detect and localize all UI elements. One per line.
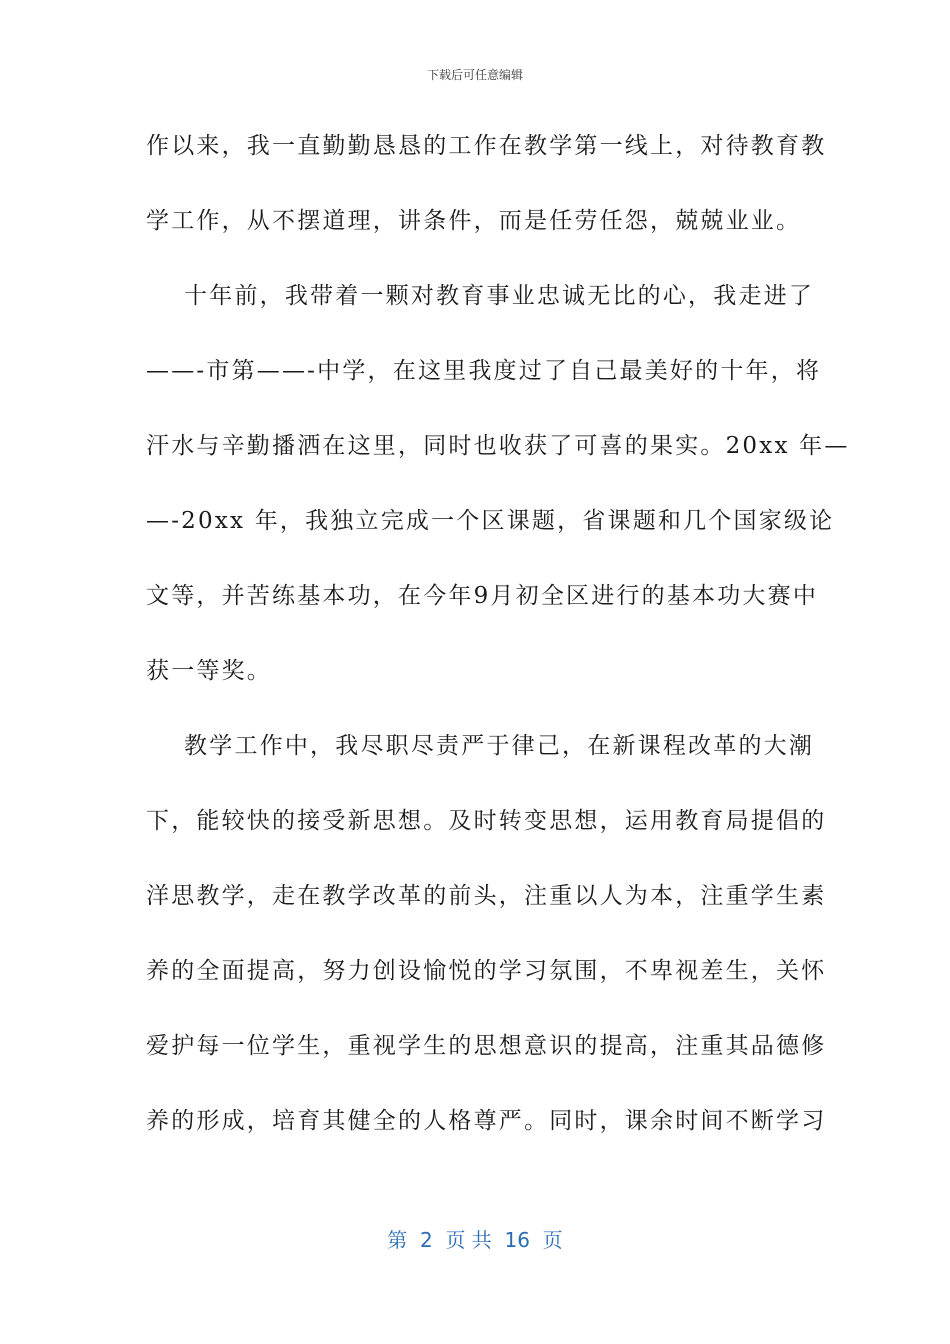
text-line: 十年前，我带着一颗对教育事业忠诚无比的心，我走进了 bbox=[146, 283, 815, 309]
text-line: —-20xx 年，我独立完成一个区课题，省课题和几个国家级论 bbox=[146, 508, 835, 534]
text-line: 爱护每一位学生，重视学生的思想意识的提高，注重其品德修 bbox=[146, 1033, 827, 1059]
text-line: 作以来，我一直勤勤恳恳的工作在教学第一线上，对待教育教 bbox=[146, 133, 827, 159]
page-number-footer: 第 2 页 共 16 页 bbox=[387, 1228, 563, 1252]
page-header-note: 下载后可任意编辑 bbox=[426, 68, 523, 82]
document-body bbox=[146, 121, 850, 1171]
text-line: 养的全面提高，努力创设愉悦的学习氛围，不卑视差生，关怀 bbox=[146, 958, 827, 984]
text-line: 教学工作中，我尽职尽责严于律己，在新课程改革的大潮 bbox=[146, 733, 815, 759]
text-line: 学工作，从不摆道理，讲条件，而是任劳任怨，兢兢业业。 bbox=[146, 208, 802, 234]
text-line: 汗水与辛勤播洒在这里，同时也收获了可喜的果实。20xx 年— bbox=[146, 433, 850, 459]
text-line: 养的形成，培育其健全的人格尊严。同时，课余时间不断学习 bbox=[146, 1108, 827, 1134]
text-line: 文等，并苦练基本功，在今年9月初全区进行的基本功大赛中 bbox=[146, 583, 819, 609]
text-line: 下，能较快的接受新思想。及时转变思想，运用教育局提倡的 bbox=[146, 808, 827, 834]
text-line: 获一等奖。 bbox=[146, 658, 272, 684]
text-line: ——-市第——-中学，在这里我度过了自己最美好的十年，将 bbox=[146, 358, 822, 384]
text-line: 洋思教学，走在教学改革的前头，注重以人为本，注重学生素 bbox=[146, 883, 827, 909]
